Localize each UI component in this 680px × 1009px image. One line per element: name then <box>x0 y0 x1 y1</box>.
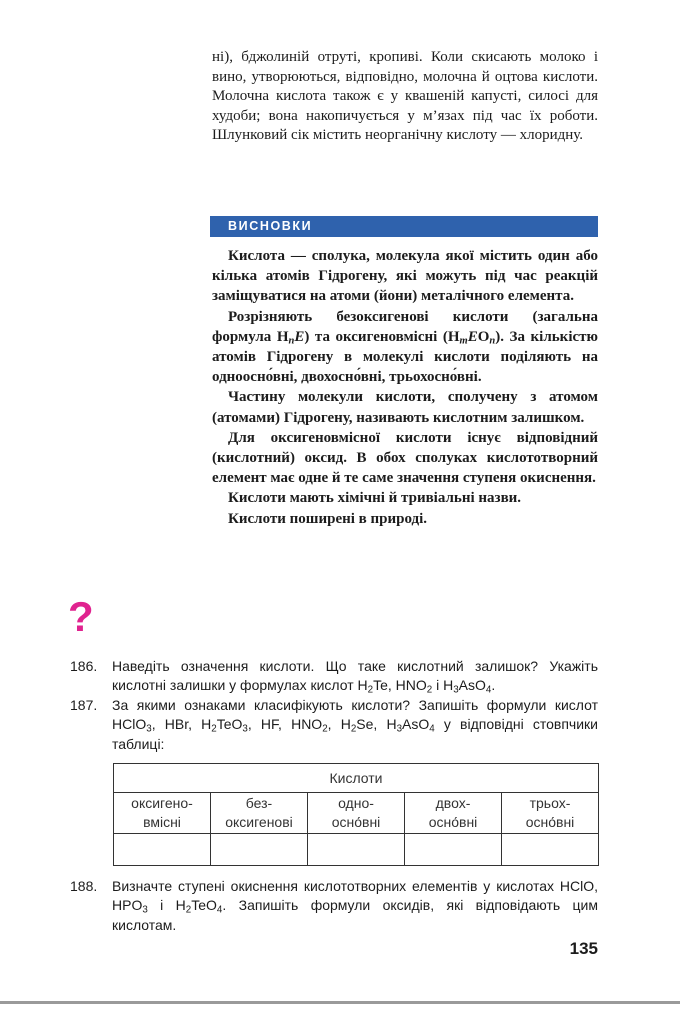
column-header-monobasic: одно- осно́вні <box>308 793 405 834</box>
conclusion-paragraph: Розрізняють безоксигенові кислоти (загальна формула $H_nE$) та оксигеновмісні $(H_mEO_n)$. За кількістю атомів Гідрогену в молекулі кислоти поділяють на одноосно́вні, двохосно́вні, трьохосно́вні. <box>212 308 598 386</box>
table-header: Кислоти <box>114 764 599 793</box>
bottom-divider <box>0 1001 680 1004</box>
conclusions-block <box>212 246 598 529</box>
page-number: 135 <box>569 939 598 958</box>
table-cell <box>502 834 599 866</box>
question-188 <box>70 877 598 935</box>
table-cell <box>405 834 502 866</box>
column-header-oxygen-free: без- оксигенові <box>211 793 308 834</box>
question-text: За якими ознаками класифікують кислоти? Запишіть формули кислот HClO$_3$, HBr, $H_2TeO_3$, HF, $HNO_2$, $H_2Se$, $H_3AsO_4$ у відповідні стовпчики таблиці: <box>112 697 598 752</box>
column-header-dibasic: двох- осно́вні <box>405 793 502 834</box>
question-number: 188. <box>70 878 98 894</box>
question-number: 186. <box>70 658 98 674</box>
question-mark-icon: ? <box>68 593 94 640</box>
question-text: Визначте ступені окиснення кислототворних елементів у кислотах HClO, $HPO_3$ і $H_2TeO_4$. Запишіть формули оксидів, які відповідають цим кислотам. <box>112 878 598 933</box>
question-187 <box>70 696 598 754</box>
question-text: Наведіть означення кислоти. Що таке кислотний залишок? Укажіть кислотні залишки у формулах кислот $H_2Te$, $HNO_2$ і $H_3AsO_4$. <box>112 658 598 696</box>
conclusion-paragraph: Кислоти поширені в природі. <box>228 510 428 527</box>
column-header-tribasic: трьох- осно́вні <box>502 793 599 834</box>
conclusion-paragraph: Частину молекули кислоти, сполучену з атомом (атомами) Гідрогену, називають кислотним залишком. <box>212 389 598 426</box>
intro-paragraph: ні), бджолиній отруті, кропиві. Коли скисають молоко і вино, утворюються, відповідно, молочна й оцтова кислоти. Молочна кислота також є у квашеній капусті, силосі для худоби; вона накопичується у м’язах під час їх роботи. Шлунковий сік містить неорганічну кислоту — хлоридну. <box>212 49 598 144</box>
acids-classification-table <box>113 763 599 866</box>
conclusion-paragraph: Кислоти мають хімічні й тривіальні назви. <box>228 490 522 507</box>
table-cell <box>308 834 405 866</box>
table-cell <box>114 834 211 866</box>
conclusion-paragraph: Кислота — сполука, молекула якої містить один або кілька атомів Гідрогену, які можуть під час реакцій заміщуватися на атоми (йони) металічного елемента. <box>212 248 598 305</box>
question-number: 187. <box>70 697 98 713</box>
table-cell <box>211 834 308 866</box>
column-header-oxygen-containing: оксигено- вмісні <box>114 793 211 834</box>
conclusions-heading: ВИСНОВКИ <box>210 216 598 237</box>
question-186 <box>70 657 598 696</box>
conclusion-paragraph: Для оксигеновмісної кислоти існує відповідний (кислотний) оксид. В обох сполуках кислототворний елемент має одне й те саме значення ступеня окиснення. <box>212 429 598 487</box>
